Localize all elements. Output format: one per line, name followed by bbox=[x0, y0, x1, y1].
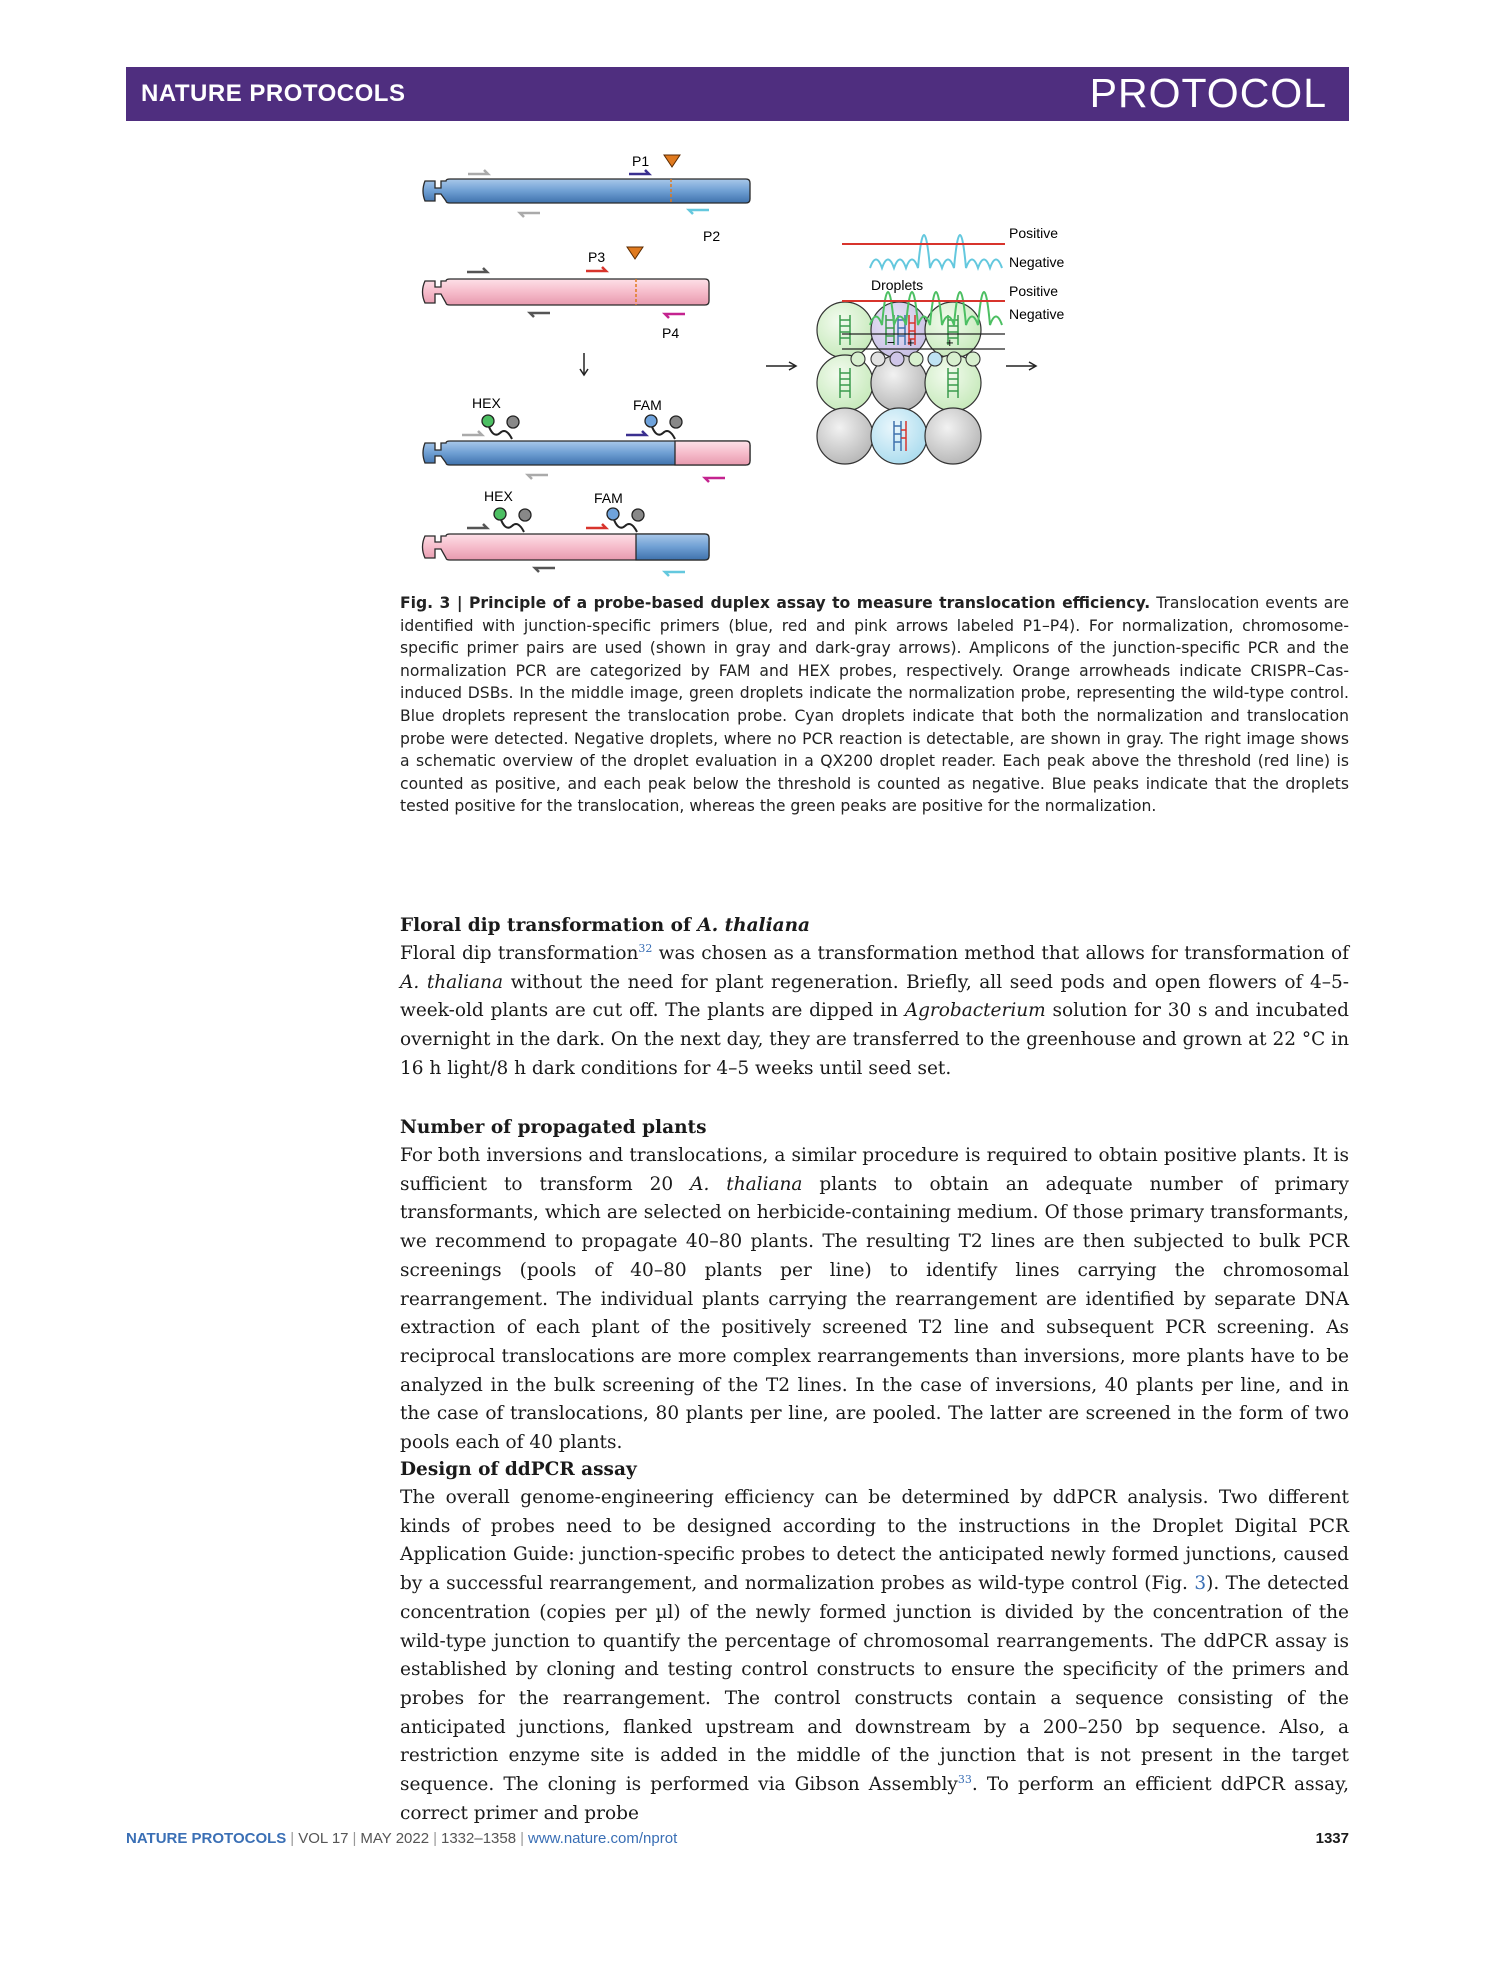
normalization-primer-forward-gray-2 bbox=[462, 431, 482, 435]
negative-label-1: Negative bbox=[1009, 254, 1065, 270]
normalization-primer-reverse-gray bbox=[520, 213, 540, 217]
footer-url-link[interactable]: www.nature.com/nprot bbox=[528, 1830, 678, 1847]
down-arrow bbox=[580, 353, 588, 375]
normalization-primer-forward-gray bbox=[468, 170, 488, 174]
positive-label-1: Positive bbox=[1009, 225, 1059, 241]
primer-p2-label: P2 bbox=[703, 228, 721, 244]
journal-header-bar bbox=[126, 67, 1349, 121]
sign-plus-1: + bbox=[907, 335, 915, 350]
hex-probe-2 bbox=[494, 508, 531, 532]
caption-text: Translocation events are identified with junction-specific primers (blue, red and pink arrows labeled P1–P4). For normalization, chromosome-specific primer pairs are used (shown in gray and dark-gray arrows). Amplicons of the junction-specific PCR and the normalization PCR are categorized by FAM and HEX probes, respectively. Orange arrowheads indicate CRISPR–Cas-induced DSBs. In the middle image, green droplets indicate the normalization probe, representing the wild-type control. Blue droplets represent the translocation probe. Cyan droplets indicate that both the normalization and translocation probe were detected. Negative droplets, where no PCR reaction is detectable, are shown in gray. The right image shows a schematic overview of the droplet evaluation in a QX200 droplet reader. Each peak above the threshold (red line) is counted as positive, and each peak below the threshold is counted as negative. Blue peaks indicate that the droplets tested positive for the translocation, whereas the green peaks are positive for the normalization. bbox=[400, 594, 1349, 816]
dsb-arrowhead-2 bbox=[627, 247, 643, 259]
hex-label-1: HEX bbox=[472, 395, 501, 411]
droplets-title: Droplets bbox=[871, 277, 924, 293]
junction-primer-p2-arrow bbox=[665, 572, 685, 576]
droplet-green bbox=[817, 355, 873, 411]
article-type: PROTOCOL bbox=[1089, 70, 1327, 116]
hex-probe-1 bbox=[482, 415, 519, 439]
droplet-grid bbox=[817, 302, 981, 464]
droplet-negative-gray bbox=[925, 408, 981, 464]
citation-link[interactable]: 32 bbox=[638, 941, 653, 955]
dsb-arrowhead-1 bbox=[664, 155, 680, 167]
negative-label-2: Negative bbox=[1009, 306, 1065, 322]
normalization-primer-reverse-gray-2 bbox=[528, 475, 548, 479]
primer-p3-label: P3 bbox=[588, 249, 606, 265]
primer-p4-arrow bbox=[665, 314, 685, 318]
page-footer: NATURE PROTOCOLS | VOL 17 | MAY 2022 | 1332–1358 | www.nature.com/nprot 1337 bbox=[126, 1830, 1349, 1847]
journal-name: NATURE PROTOCOLS bbox=[141, 80, 406, 107]
normalization-primer-reverse-darkgray-2 bbox=[535, 568, 555, 572]
footer-journal: NATURE PROTOCOLS bbox=[126, 1830, 287, 1847]
fam-label-2: FAM bbox=[594, 490, 623, 506]
page-number: 1337 bbox=[1315, 1830, 1349, 1847]
section-heading: Number of propagated plants bbox=[400, 1117, 707, 1138]
hex-label-2: HEX bbox=[484, 488, 513, 504]
figure-caption bbox=[400, 592, 1349, 818]
normalization-primer-reverse-darkgray bbox=[530, 313, 550, 317]
junction-primer-p4-arrow bbox=[705, 478, 725, 482]
sign-plus-2: + bbox=[946, 335, 954, 350]
normalization-primer-forward-darkgray-2 bbox=[467, 524, 487, 528]
reader-trace-blue bbox=[842, 235, 1005, 268]
primer-p1-label: P1 bbox=[632, 153, 650, 169]
section-body: The overall genome-engineering efficiency can be determined by ddPCR analysis. Two different kinds of probes need to be designed according to the instructions in the Droplet Digital PCR Application Guide: junction-specific probes to detect the anticipated newly formed junctions, caused by a successful rearrangement, and normalization probes as wild-type control (Fig. 3). The detected concentration (copies per µl) of the newly formed junction is divided by the concentration of the wild-type junction to quantify the percentage of chromosomal rearrangements. The ddPCR assay is established by cloning and testing control constructs to ensure the specificity of the primers and probes for the rearrangement. The control constructs contain a sequence consisting of the anticipated junctions, flanked upstream and downstream by a 200–250 bp sequence. Also, a restriction enzyme site is added in the middle of the junction that is not present in the target sequence. The cloning is performed via Gibson Assembly$^{33}$. To perform an efficient ddPCR assay, correct primer and probe bbox=[400, 1487, 1350, 1824]
right-arrow-2 bbox=[1006, 362, 1036, 370]
fam-label-1: FAM bbox=[633, 397, 662, 413]
chromosome-2-pink bbox=[423, 279, 710, 305]
chromosome-1-blue bbox=[423, 179, 750, 203]
normalization-primer-forward-darkgray bbox=[467, 268, 487, 272]
fam-probe-1 bbox=[645, 415, 682, 439]
fam-probe-2 bbox=[607, 508, 644, 532]
footer-volume: VOL 17 bbox=[298, 1830, 349, 1847]
derivative-chromosome-1 bbox=[423, 441, 750, 465]
section-floral-dip bbox=[400, 912, 1349, 1084]
section-heading: Design of ddPCR assay bbox=[400, 1459, 637, 1480]
section-body: Floral dip transformation$^{32}$ was chosen as a transformation method that allows for transformation of A. thaliana without the need for plant regeneration. Briefly, all seed pods and open flowers of 4–5-week-old plants are cut off. The plants are dipped in Agrobacterium solution for 30 s and incubated overnight in the dark. On the next day, they are transferred to the greenhouse and grown at 22 °C in 16 h light/8 h dark conditions for 4–5 weeks until seed set. bbox=[400, 941, 1349, 1079]
positive-label-2: Positive bbox=[1009, 283, 1059, 299]
citation-link[interactable]: 33 bbox=[957, 1772, 972, 1786]
primer-p4-label: P4 bbox=[662, 325, 680, 341]
figure-reference-link[interactable]: 3 bbox=[1194, 1573, 1207, 1595]
primer-p2-arrow bbox=[689, 210, 709, 214]
footer-date: MAY 2022 bbox=[360, 1830, 430, 1847]
section-body: For both inversions and translocations, a similar procedure is required to obtain positive plants. It is sufficient to transform 20 A. thaliana plants to obtain an adequate number of primary transformants, which are selected on herbicide-containing medium. Of those primary transformants, we recommend to propagate 40–80 plants. The resulting T2 lines are then subjected to bulk PCR screenings (pools of 40–80 plants per line) to identify lines carrying the chromosomal rearrangement. The individual plants carrying the rearrangement are identified by separate DNA extraction of each plant of the positively screened T2 line and subsequent PCR screening. As reciprocal translocations are more complex rearrangements than inversions, more plants have to be analyzed in the bulk screening of the T2 lines. In the case of inversions, 40 plants per line, and in the case of translocations, 80 plants per line, are pooled. The latter are screened in the form of two pools each of 40 plants. bbox=[400, 1145, 1349, 1454]
droplet-cyan bbox=[871, 408, 927, 464]
section-propagated-plants bbox=[400, 1114, 1349, 1458]
section-ddpcr-design bbox=[400, 1456, 1349, 1828]
droplet-negative-gray bbox=[817, 408, 873, 464]
caption-lead: Fig. 3 | Principle of a probe-based duplex assay to measure translocation efficiency. bbox=[400, 594, 1151, 612]
junction-primer-p3-arrow bbox=[586, 524, 606, 528]
figure-3-diagram bbox=[400, 148, 1349, 578]
junction-primer-p1-arrow bbox=[626, 431, 646, 435]
footer-pages: 1332–1358 bbox=[441, 1830, 517, 1847]
sign-minus: − bbox=[887, 335, 895, 350]
primer-p1-arrow bbox=[629, 170, 649, 174]
primer-p3-arrow bbox=[586, 267, 606, 271]
section-heading: Floral dip transformation of A. thaliana bbox=[400, 915, 811, 936]
right-arrow-1 bbox=[766, 362, 796, 370]
derivative-chromosome-2 bbox=[423, 534, 710, 560]
